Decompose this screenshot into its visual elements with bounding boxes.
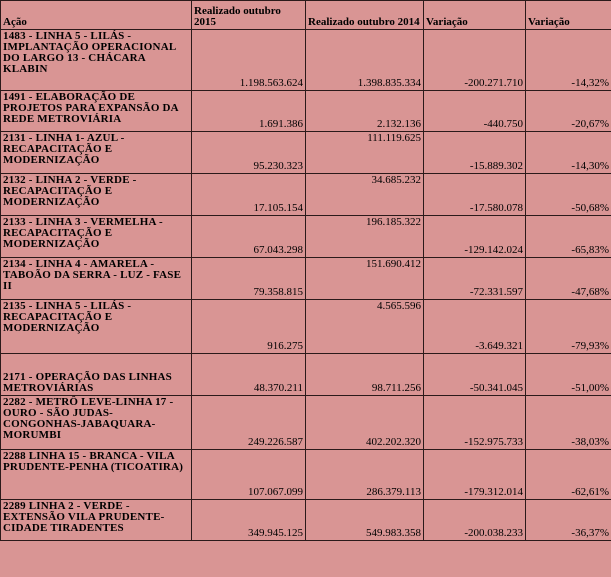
- cell-variacao-abs: -152.975.733: [424, 396, 526, 450]
- cell-realizado-2015: 249.226.587: [192, 396, 306, 450]
- cell-realizado-2015: 48.370.211: [192, 354, 306, 396]
- table-row: [1, 396, 611, 450]
- cell-acao: 2135 - LINHA 5 - LILÁS - RECAPACITAÇÃO E MODERNIZAÇÃO: [1, 300, 192, 354]
- cell-realizado-2015: 1.691.386: [192, 91, 306, 132]
- cell-acao: 1491 - ELABORAÇÃO DE PROJETOS PARA EXPANSÃO DA REDE METROVIÁRIA: [1, 91, 192, 132]
- header-row: [1, 1, 611, 30]
- cell-variacao-pct: -14,30%: [526, 132, 611, 174]
- cell-realizado-2015: 17.105.154: [192, 174, 306, 216]
- cell-variacao-abs: -3.649.321: [424, 300, 526, 354]
- cell-variacao-abs: -200.271.710: [424, 30, 526, 91]
- cell-variacao-pct: -36,37%: [526, 500, 611, 541]
- cell-variacao-abs: -72.331.597: [424, 258, 526, 300]
- cell-variacao-abs: -440.750: [424, 91, 526, 132]
- cell-variacao-pct: -65,83%: [526, 216, 611, 258]
- cell-variacao-pct: -20,67%: [526, 91, 611, 132]
- header-variacao-abs: Variação: [424, 1, 526, 30]
- cell-variacao-pct: -79,93%: [526, 300, 611, 354]
- cell-variacao-abs: -17.580.078: [424, 174, 526, 216]
- table-row: [1, 30, 611, 91]
- cell-realizado-2014: 98.711.256: [306, 354, 424, 396]
- table-row: [1, 450, 611, 500]
- cell-variacao-pct: -51,00%: [526, 354, 611, 396]
- cell-realizado-2015: 1.198.563.624: [192, 30, 306, 91]
- table-row: [1, 300, 611, 354]
- cell-variacao-abs: -15.889.302: [424, 132, 526, 174]
- cell-acao: 2282 - METRÔ LEVE-LINHA 17 - OURO - SÃO JUDAS-CONGONHAS-JABAQUARA-MORUMBI: [1, 396, 192, 450]
- cell-acao: 2289 LINHA 2 - VERDE - EXTENSÃO VILA PRUDENTE-CIDADE TIRADENTES: [1, 500, 192, 541]
- table-row: [1, 132, 611, 174]
- cell-variacao-abs: -129.142.024: [424, 216, 526, 258]
- cell-acao: 2134 - LINHA 4 - AMARELA - TABOÃO DA SERRA - LUZ - FASE II: [1, 258, 192, 300]
- cell-realizado-2014: 34.685.232: [306, 174, 424, 216]
- cell-acao: 2131 - LINHA 1- AZUL - RECAPACITAÇÃO E MODERNIZAÇÃO: [1, 132, 192, 174]
- table-row: [1, 91, 611, 132]
- cell-acao: 2171 - OPERAÇÃO DAS LINHAS METROVIÁRIAS: [1, 354, 192, 396]
- cell-variacao-pct: -38,03%: [526, 396, 611, 450]
- cell-realizado-2014: 549.983.358: [306, 500, 424, 541]
- cell-variacao-pct: -14,32%: [526, 30, 611, 91]
- cell-realizado-2015: 95.230.323: [192, 132, 306, 174]
- cell-variacao-abs: -200.038.233: [424, 500, 526, 541]
- table-row: [1, 354, 611, 396]
- cell-realizado-2015: 349.945.125: [192, 500, 306, 541]
- cell-realizado-2014: 196.185.322: [306, 216, 424, 258]
- cell-variacao-abs: -179.312.014: [424, 450, 526, 500]
- cell-realizado-2014: 151.690.412: [306, 258, 424, 300]
- cell-acao: 2288 LINHA 15 - BRANCA - VILA PRUDENTE-PENHA (TICOATIRA): [1, 450, 192, 500]
- cell-acao: 2132 - LINHA 2 - VERDE - RECAPACITAÇÃO E MODERNIZAÇÃO: [1, 174, 192, 216]
- header-realizado-2014: Realizado outubro 2014: [306, 1, 424, 30]
- cell-variacao-pct: -50,68%: [526, 174, 611, 216]
- cell-realizado-2015: 916.275: [192, 300, 306, 354]
- cell-realizado-2014: 402.202.320: [306, 396, 424, 450]
- table-row: [1, 174, 611, 216]
- table-row: [1, 216, 611, 258]
- table-row: [1, 500, 611, 541]
- cell-acao: 1483 - LINHA 5 - LILÁS - IMPLANTAÇÃO OPERACIONAL DO LARGO 13 - CHÁCARA KLABIN: [1, 30, 192, 91]
- cell-realizado-2015: 67.043.298: [192, 216, 306, 258]
- cell-realizado-2014: 111.119.625: [306, 132, 424, 174]
- header-realizado-2015: Realizado outubro 2015: [192, 1, 306, 30]
- cell-variacao-abs: -50.341.045: [424, 354, 526, 396]
- header-variacao-pct: Variação: [526, 1, 611, 30]
- cell-realizado-2015: 79.358.815: [192, 258, 306, 300]
- cell-realizado-2015: 107.067.099: [192, 450, 306, 500]
- cell-realizado-2014: 4.565.596: [306, 300, 424, 354]
- cell-variacao-pct: -62,61%: [526, 450, 611, 500]
- header-acao: Ação: [1, 1, 192, 30]
- table-row: [1, 258, 611, 300]
- cell-realizado-2014: 1.398.835.334: [306, 30, 424, 91]
- cell-realizado-2014: 286.379.113: [306, 450, 424, 500]
- cell-realizado-2014: 2.132.136: [306, 91, 424, 132]
- cell-acao: 2133 - LINHA 3 - VERMELHA - RECAPACITAÇÃO E MODERNIZAÇÃO: [1, 216, 192, 258]
- cell-variacao-pct: -47,68%: [526, 258, 611, 300]
